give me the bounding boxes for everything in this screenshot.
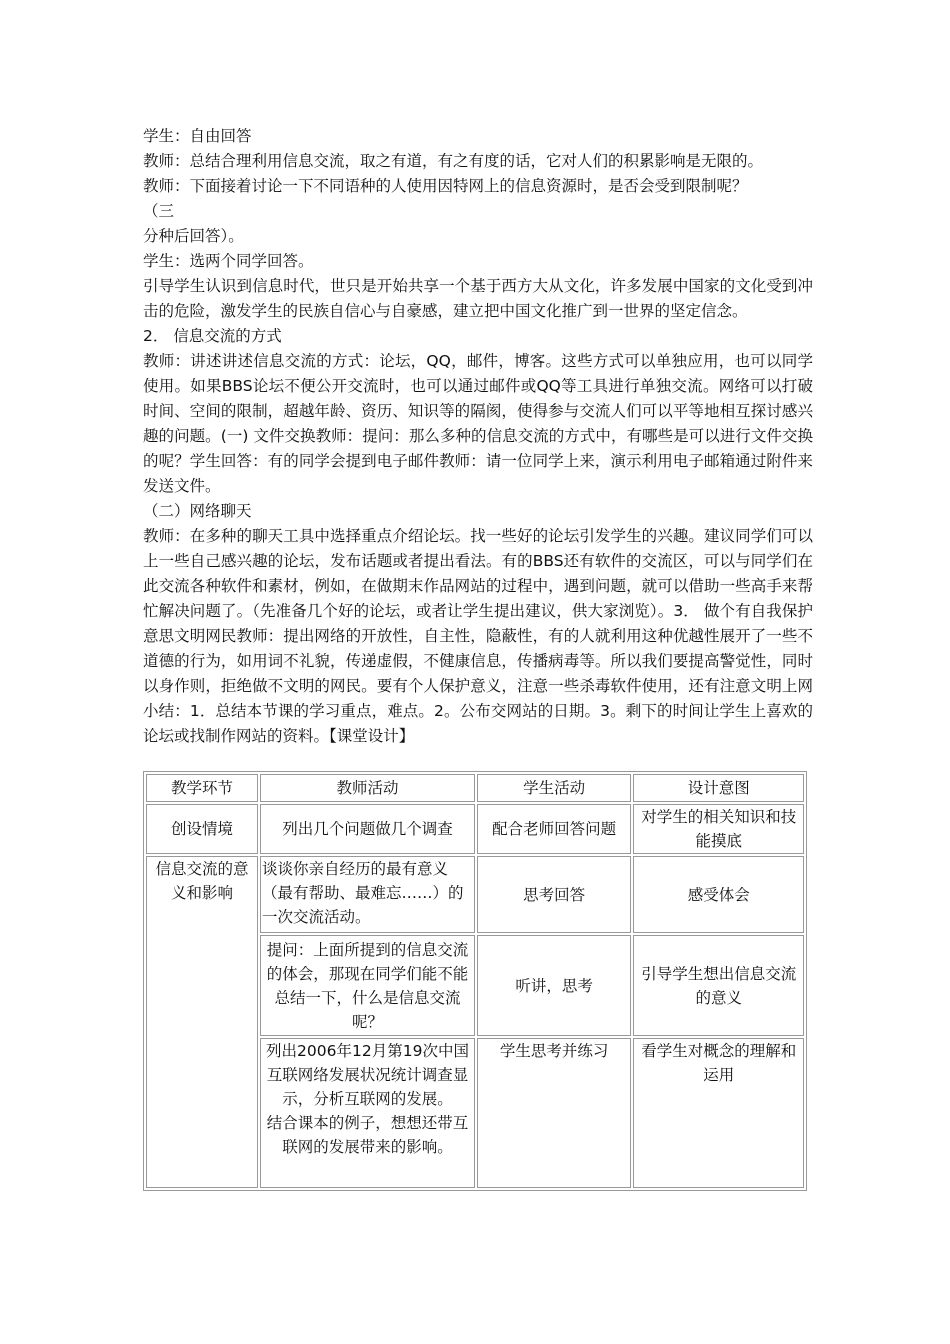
table-header-row bbox=[146, 774, 804, 802]
table-cell: 看学生对概念的理解和运用 bbox=[633, 1038, 804, 1188]
table-cell: 谈谈你亲自经历的最有意义（最有帮助、最难忘……）的一次交流活动。 bbox=[260, 856, 475, 933]
table-cell: 创设情境 bbox=[146, 804, 258, 854]
section-heading: （二）网络聊天 bbox=[143, 502, 252, 520]
table-cell: 列出几个问题做几个调查 bbox=[260, 804, 475, 854]
text-line: 分种后回答）。 bbox=[143, 227, 244, 245]
lesson-design-table bbox=[143, 771, 807, 1191]
table-cell: 引导学生想出信息交流的意义 bbox=[633, 935, 804, 1036]
table-header-cell: 学生活动 bbox=[477, 774, 631, 802]
paragraph: 教师：在多种的聊天工具中选择重点介绍论坛。找一些好的论坛引发学生的兴趣。建议同学们可以上一些自己感兴趣的论坛，发布话题或者提出看法。有的BBS还有软件的交流区，可以与同学们在此交流各种软件和素材，例如，在做期末作品网站的过程中，遇到问题，就可以借助一些高手来帮忙解决问题了。（先准备几个好的论坛，或者让学生提出建议，供大家浏览）。3． 做个有自我保护意思文明网民教师：提出网络的开放性，自主性，隐蔽性，有的人就利用这种优越性展开了一些不道德的行为，如用词不礼貌，传递虚假，不健康信息，传播病毒等。所以我们要提高警觉性，同时以身作则，拒绝做不文明的网民。要有个人保护意义，注意一些杀毒软件使用，还有注意文明上网小结：1．总结本节课的学习重点，难点。2。公布交网站的日期。3。剩下的时间让学生上喜欢的论坛或找制作网站的资料。【课堂设计】 bbox=[143, 527, 813, 745]
cell-text: 列出2006年12月第19次中国互联网络发展状况统计调查显示，分析互联网的发展。 bbox=[266, 1042, 469, 1108]
table-cell: 对学生的相关知识和技能摸底 bbox=[633, 804, 804, 854]
table-row bbox=[146, 856, 804, 933]
table-row bbox=[146, 804, 804, 854]
text-line: 学生：自由回答 bbox=[143, 127, 252, 145]
table-cell: 学生思考并练习 bbox=[477, 1038, 631, 1188]
cell-text: 结合课本的例子，想想还带互联网的发展带来的影响。 bbox=[266, 1114, 469, 1156]
text-line: 教师：总结合理利用信息交流，取之有道，有之有度的话，它对人们的积累影响是无限的。 bbox=[143, 152, 764, 170]
table-section-cell: 信息交流的意义和影响 bbox=[146, 856, 258, 1188]
table-cell bbox=[260, 1038, 475, 1188]
section-heading: 2． 信息交流的方式 bbox=[143, 327, 282, 345]
paragraph: 教师：讲述讲述信息交流的方式：论坛，QQ，邮件，博客。这些方式可以单独应用，也可以同学使用。如果BBS论坛不便公开交流时，也可以通过邮件或QQ等工具进行单独交流。网络可以打破时间、空间的限制，超越年龄、资历、知识等的隔阂，使得参与交流人们可以平等地相互探讨感兴趣的问题。(一) 文件交换教师：提问：那么多种的信息交流的方式中，有哪些是可以进行文件交换的呢？学生回答：有的同学会提到电子邮件教师：请一位同学上来，演示利用电子邮箱通过附件来发送文件。 bbox=[143, 352, 813, 495]
text-line: 学生：选两个同学回答。 bbox=[143, 252, 314, 270]
table-header-cell: 教学环节 bbox=[146, 774, 258, 802]
text-line: 教师：下面接着讨论一下不同语种的人使用因特网上的信息资源时，是否会受到限制呢？ bbox=[143, 177, 748, 195]
table-cell: 听讲，思考 bbox=[477, 935, 631, 1036]
table-cell: 提问：上面所提到的信息交流的体会，那现在同学们能不能总结一下，什么是信息交流呢？ bbox=[260, 935, 475, 1036]
paragraph: 引导学生认识到信息时代，世只是开始共享一个基于西方大从文化，许多发展中国家的文化受到冲击的危险，激发学生的民族自信心与自豪感，建立把中国文化推广到一世界的坚定信念。 bbox=[143, 277, 813, 320]
table-header-cell: 教师活动 bbox=[260, 774, 475, 802]
table-cell: 感受体会 bbox=[633, 856, 804, 933]
text-line: （三 bbox=[143, 202, 175, 220]
table-cell: 配合老师回答问题 bbox=[477, 804, 631, 854]
document-body bbox=[143, 124, 813, 749]
table-cell: 思考回答 bbox=[477, 856, 631, 933]
table-header-cell: 设计意图 bbox=[633, 774, 804, 802]
